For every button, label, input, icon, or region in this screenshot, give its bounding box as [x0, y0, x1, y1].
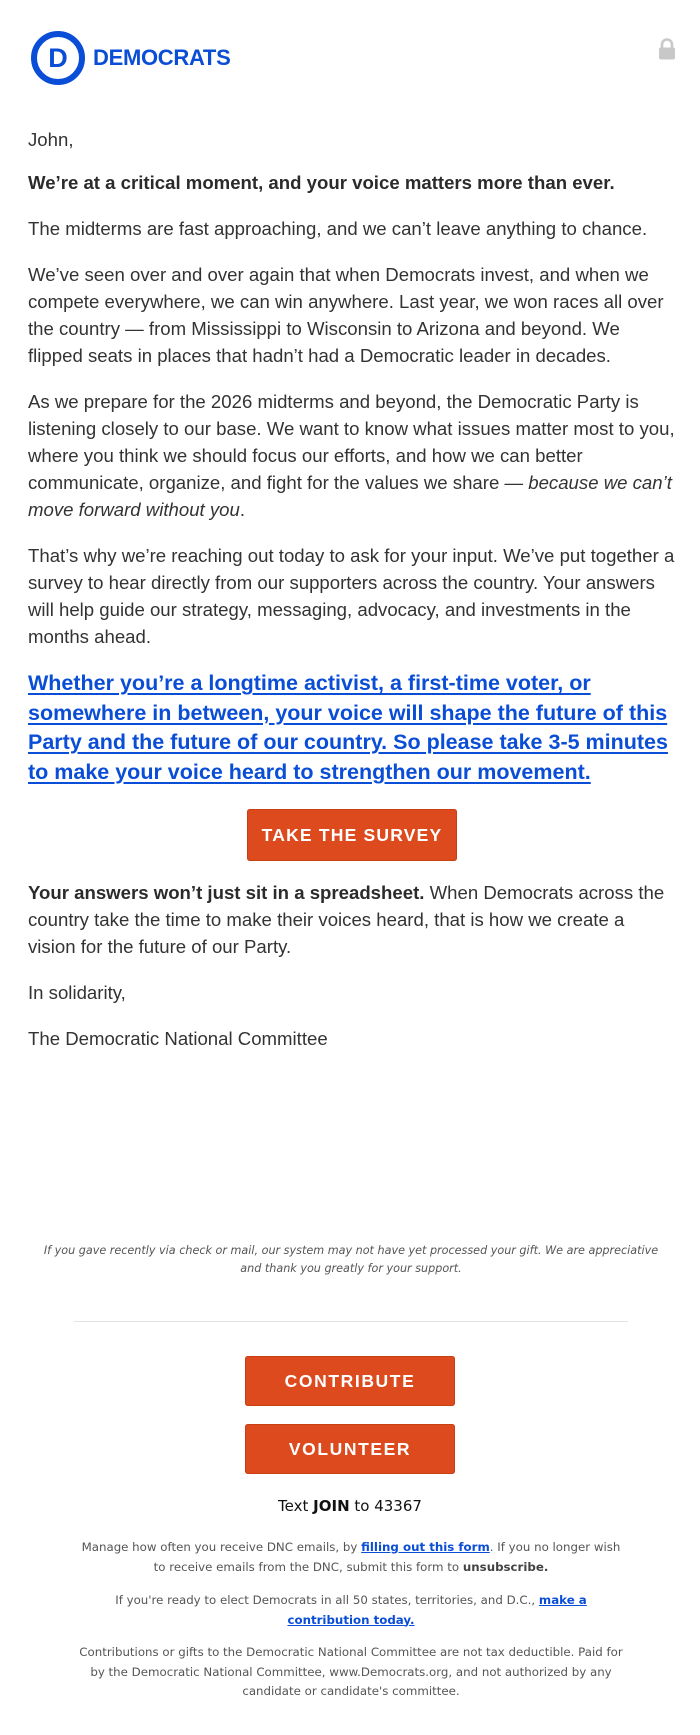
text-join-line [0, 1497, 700, 1515]
gift-processing-note: If you gave recently via check or mail, our system may not have yet processed your gift. We are appreciative and thank you greatly for your support. [43, 1244, 659, 1275]
email-body [28, 126, 676, 1071]
text-join-prefix: Text [278, 1497, 314, 1515]
paragraph-listening [28, 388, 676, 523]
paragraph-answers [28, 879, 676, 960]
manage-prefix: Manage how often you receive DNC emails, by [81, 1540, 362, 1554]
paragraph-midterms: The midterms are fast approaching, and we can’t leave anything to chance. [28, 218, 648, 239]
signature: The Democratic National Committee [28, 1028, 328, 1049]
greeting: John, [28, 129, 74, 150]
svg-text:D: D [48, 43, 68, 73]
take-survey-button[interactable]: TAKE THE SURVEY [247, 809, 457, 861]
paragraph-answers-bold: Your answers won’t just sit in a spreadsheet. [28, 882, 425, 903]
contribution-text [74, 1591, 628, 1630]
volunteer-button[interactable]: VOLUNTEER [245, 1424, 455, 1474]
logo-wordmark: DEMOCRATS [93, 45, 231, 70]
unsubscribe-link[interactable]: unsubscribe. [462, 1559, 549, 1574]
paragraph-invest: We’ve seen over and over again that when Democrats invest, and when we compete everywhere, we can win anywhere. Last year, we won races all over the country — from Mississippi to Wisconsin to Arizona and beyond. We flipped seats in places that hadn’t had a Democratic leader in decades. [28, 264, 664, 366]
make-contribution-link[interactable]: make a contribution today. [287, 1593, 587, 1627]
text-join-keyword: JOIN [313, 1497, 350, 1515]
signoff: In solidarity, [28, 982, 126, 1003]
contribute-button[interactable]: CONTRIBUTE [245, 1356, 455, 1406]
elect-prefix: If you're ready to elect Democrats in all 50 states, territories, and D.C., [115, 1593, 539, 1607]
democrats-logo[interactable] [30, 30, 230, 86]
footer-divider [74, 1321, 628, 1322]
manage-emails-text [74, 1538, 628, 1577]
survey-button-wrap [28, 809, 676, 861]
survey-cta-link[interactable]: Whether you’re a longtime activist, a first-time voter, or somewhere in between, your voice will shape the future of this Party and the future of our country. So please take 3-5 minutes to make your voice heard to strengthen our movement. [28, 671, 668, 784]
email-header [30, 30, 676, 86]
text-join-suffix: to 43367 [349, 1497, 422, 1515]
manage-middle: . If you no longer wish to receive emails from the DNC, submit this form to [153, 1540, 621, 1574]
legal-disclaimer: Contributions or gifts to the Democratic National Committee are not tax deductible. Paid for by the Democratic National Committee, www.Democrats.org, and not authorized by any candidate or candidate's committee. [79, 1645, 623, 1698]
lock-icon [658, 38, 676, 60]
democrats-logo-mark-icon [30, 30, 86, 86]
paragraph-listening-emphasis: because we can’t move forward without you [28, 472, 672, 520]
paragraph-listening-text: As we prepare for the 2026 midterms and beyond, the Democratic Party is listening closely to our base. We want to know what issues matter most to you, where you think we should focus our efforts, and how we can better communicate, organize, and fight for the values we share — [28, 391, 675, 493]
manage-form-link[interactable]: filling out this form [361, 1540, 490, 1554]
paragraph-listening-end: . [239, 499, 246, 520]
lead-paragraph: We’re at a critical moment, and your voice matters more than ever. [28, 172, 615, 193]
footer-buttons [0, 1356, 700, 1474]
paragraph-answers-text: When Democrats across the country take the time to make their voices heard, that is how we create a vision for the future of our Party. [28, 882, 665, 957]
paragraph-survey-intro: That’s why we’re reaching out today to ask for your input. We’ve put together a survey to hear directly from our supporters across the country. Your answers will help guide our strategy, messaging, advocacy, and investments in the months ahead. [28, 545, 675, 647]
